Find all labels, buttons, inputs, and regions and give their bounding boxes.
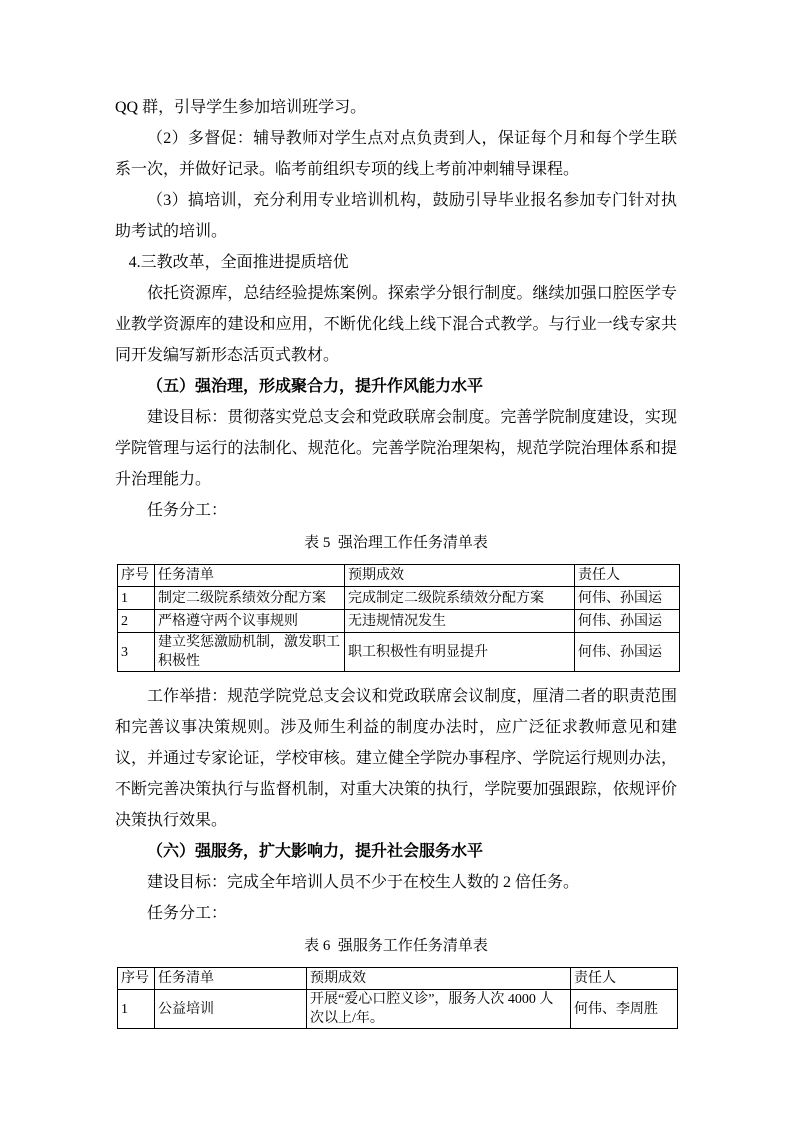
table5-row-2 [118, 610, 680, 633]
cell-outcome: 完成制定二级院系绩效分配方案 [345, 587, 575, 610]
table5-header-seq: 序号 [118, 565, 155, 587]
cell-seq: 3 [118, 633, 155, 672]
task-table-6 [117, 967, 678, 1029]
table6-header-outcome: 预期成效 [307, 968, 571, 990]
table5-header-task: 任务清单 [155, 565, 345, 587]
paragraph-qq-group: QQ 群，引导学生参加培训班学习。 [115, 99, 367, 116]
paragraph-measures-5: 工作举措：规范学院党总支会议和党政联席会议制度，厘清二者的职责范围和完善议事决策规则。涉及师生利益的制度办法时，应广泛征求教师意见和建议，并通过专家论证，学校审核。建立健全学院办事程序、学院运行规则办法，不断完善决策执行与监督机制，对重大决策的执行，学院要加强跟踪，依规评价决策执行效果。 [115, 688, 677, 829]
table6-header-task: 任务清单 [155, 968, 307, 990]
paragraph-goal-6: 建设目标：完成全年培训人员不少于在校生人数的 2 倍任务。 [147, 874, 580, 891]
paragraph-goal-5: 建设目标：贯彻落实党总支会和党政联席会制度。完善学院制度建设，实现学院管理与运行的法制化、规范化。完善学院治理架构，规范学院治理体系和提升治理能力。 [115, 409, 677, 488]
cell-task: 公益培训 [155, 990, 307, 1029]
table5-row-1 [118, 587, 680, 610]
table6-header-seq: 序号 [118, 968, 155, 990]
paragraph-training: （3）搞培训，充分利用专业培训机构，鼓励引导毕业报名参加专门针对执助考试的培训。 [115, 192, 677, 240]
table6-header-row [118, 968, 678, 990]
cell-owner: 何伟、孙国运 [575, 587, 680, 610]
paragraph-supervise: （2）多督促：辅导教师对学生点对点负责到人，保证每个月和每个学生联系一次，并做好记录。临考前组织专项的线上考前冲刺辅导课程。 [115, 130, 677, 178]
cell-task: 严格遵守两个议事规则 [155, 610, 345, 633]
paragraph-resource-library: 依托资源库，总结经验提炼案例。探索学分银行制度。继续加强口腔医学专业教学资源库的建设和应用，不断优化线上线下混合式教学。与行业一线专家共同开发编写新形态活页式教材。 [115, 285, 677, 364]
table5-row-3 [118, 633, 680, 672]
document-body [115, 92, 677, 1029]
paragraph-division-5: 任务分工： [147, 502, 228, 519]
paragraph-division-6: 任务分工： [147, 905, 228, 922]
table5-header-row [118, 565, 680, 587]
cell-seq: 2 [118, 610, 155, 633]
table6-caption: 表 6 强服务工作任务清单表 [304, 938, 488, 954]
section-heading-6: （六）强服务，扩大影响力，提升社会服务水平 [147, 843, 484, 860]
table5-header-outcome: 预期成效 [345, 565, 575, 587]
task-table-5 [117, 564, 680, 672]
table6-header-owner: 责任人 [571, 968, 678, 990]
cell-seq: 1 [118, 990, 155, 1029]
paragraph-sanjiao-reform: 4.三教改革，全面推进提质培优 [128, 254, 349, 271]
cell-outcome: 无违规情况发生 [345, 610, 575, 633]
cell-owner: 何伟、李周胜 [571, 990, 678, 1029]
cell-seq: 1 [118, 587, 155, 610]
table5-caption: 表 5 强治理工作任务清单表 [304, 535, 488, 551]
table6-row-1 [118, 990, 678, 1029]
cell-task: 建立奖惩激励机制，激发职工积极性 [155, 633, 345, 672]
cell-owner: 何伟、孙国运 [575, 633, 680, 672]
cell-outcome: 开展“爱心口腔义诊”，服务人次 4000 人次以上/年。 [307, 990, 571, 1029]
cell-owner: 何伟、孙国运 [575, 610, 680, 633]
table5-header-owner: 责任人 [575, 565, 680, 587]
cell-task: 制定二级院系绩效分配方案 [155, 587, 345, 610]
section-heading-5: （五）强治理，形成聚合力，提升作风能力水平 [147, 378, 484, 395]
cell-outcome: 职工积极性有明显提升 [345, 633, 575, 672]
